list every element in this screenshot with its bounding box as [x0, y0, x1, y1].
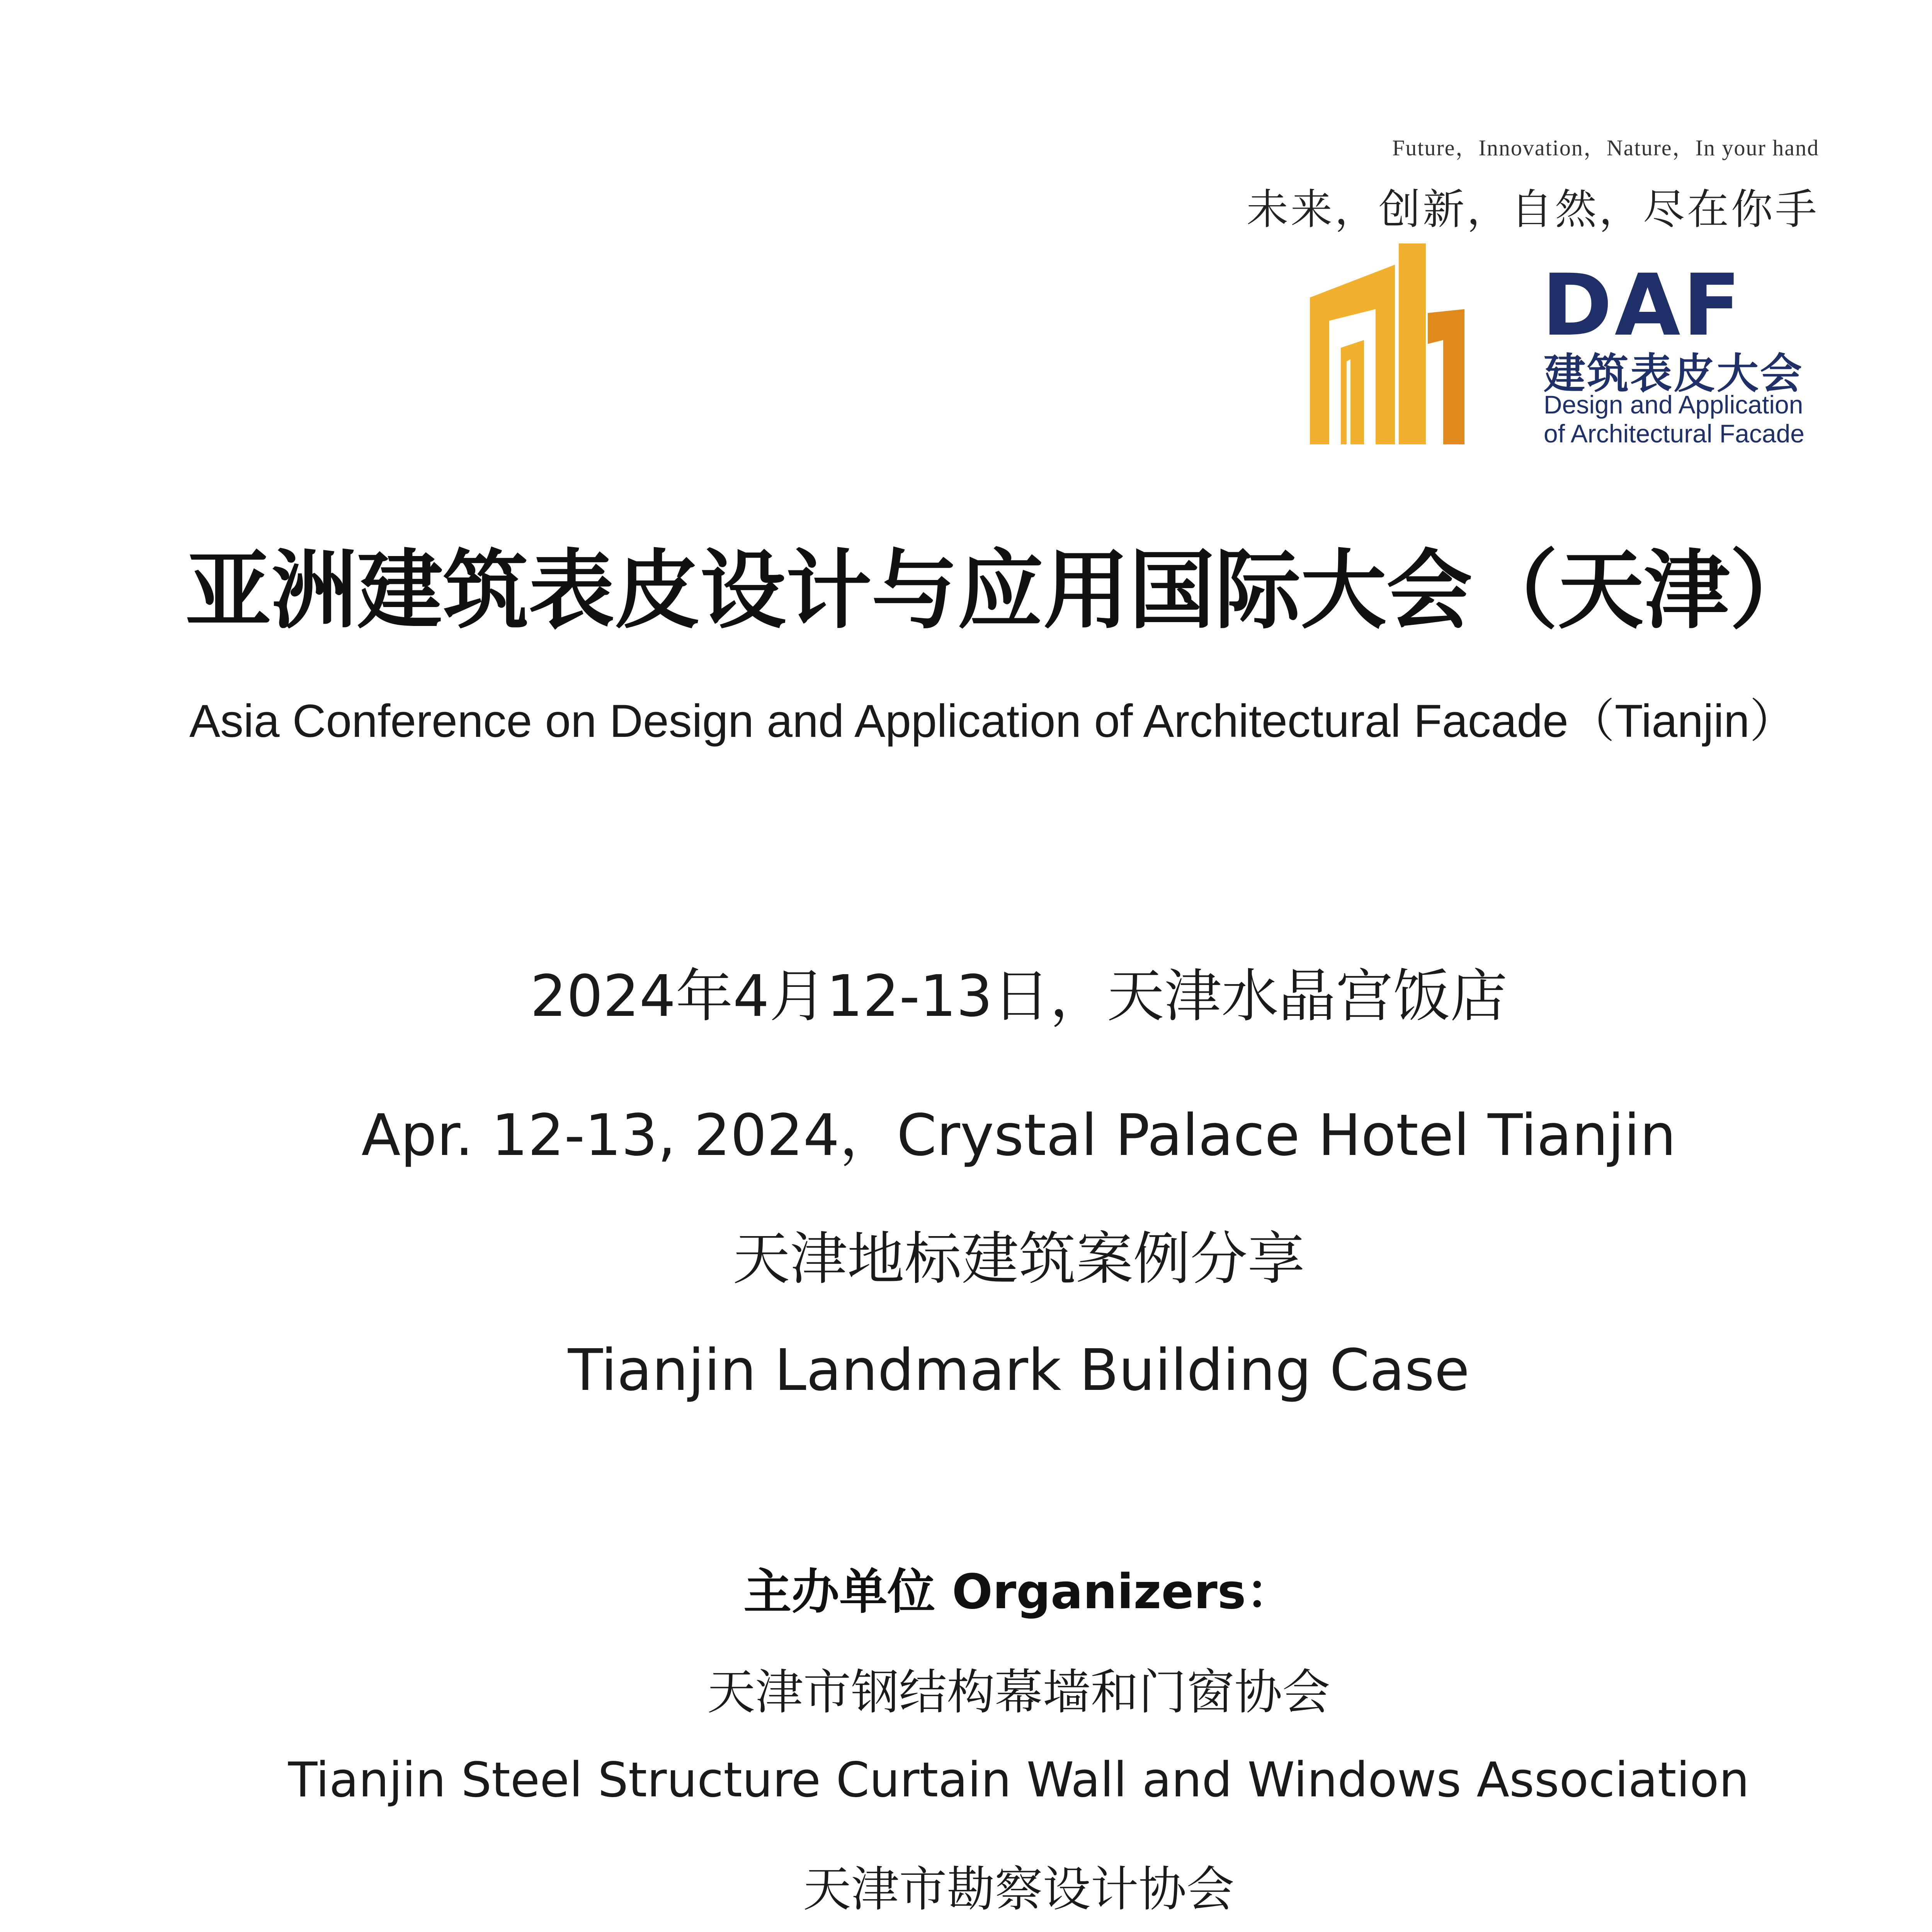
logo-building-right	[1428, 309, 1464, 444]
event-theme-en: Tianjin Landmark Building Case	[568, 1337, 1470, 1403]
organizer-item: Tianjin Steel Structure Curtain Wall and Windows Association	[288, 1752, 1750, 1808]
event-date-venue-en: Apr. 12-13, 2024，Crystal Palace Hotel Tianjin	[361, 1102, 1676, 1168]
logo-acronym: DAF	[1542, 256, 1743, 355]
logo-name-en	[1544, 390, 1804, 448]
logo-name-en-line1: Design and Application	[1544, 390, 1803, 419]
tagline-zh: 未来，创新，自然，尽在你手	[1246, 185, 1819, 234]
event-date-venue-zh: 2024年4月12-13日，天津水晶宫饭店	[530, 963, 1507, 1029]
tagline-en: Future，Innovation，Nature，In your hand	[1392, 135, 1819, 160]
logo-building-tall	[1399, 243, 1426, 444]
organizers-heading: 主办单位 Organizers：	[743, 1564, 1294, 1620]
daf-logo-icon	[1310, 243, 1464, 444]
page-title: 亚洲建筑表皮设计与应用国际大会（天津）	[185, 541, 1815, 641]
logo-name-zh: 建筑表皮大会	[1544, 350, 1804, 398]
logo-building-small	[1341, 340, 1364, 444]
organizer-item: 天津市钢结构幕墙和门窗协会	[707, 1665, 1330, 1720]
logo-name-en-line2: of Architectural Facade	[1544, 419, 1805, 448]
event-theme-zh: 天津地标建筑案例分享	[733, 1226, 1305, 1292]
organizer-item: 天津市勘察设计协会	[803, 1862, 1235, 1917]
page-subtitle: Asia Conference on Design and Application of Architectural Facade（Tianjin）	[189, 695, 1796, 747]
